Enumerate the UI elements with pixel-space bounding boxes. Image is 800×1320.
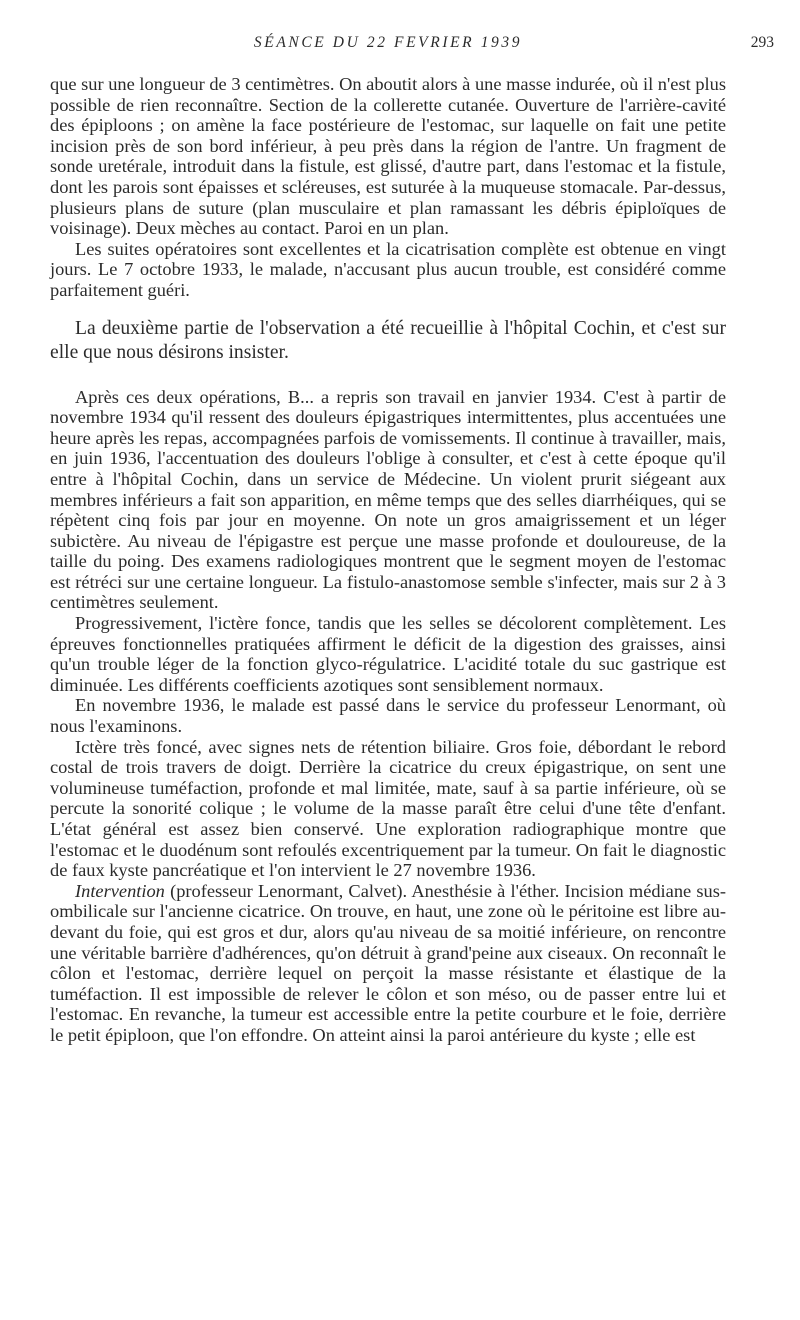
intervention-label: Intervention [75,880,165,901]
page-number: 293 [750,34,774,51]
running-head [50,30,774,58]
paragraph-postoperative: Les suites opératoires sont excellentes et la cicatrisation complète est obtenue en vingt jours. Le 7 octobre 1933, le malade, n'accusant plus aucun trouble, est considéré comme parfaitement guéri. [50,238,726,300]
running-title: SÉANCE DU 22 FEVRIER 1939 [253,34,523,51]
page [50,30,774,1046]
paragraph-history: Après ces deux opérations, B... a repris son travail en janvier 1934. C'est à partir de novembre 1934 qu'il ressent des douleurs épigastriques intermittentes, plus accentuées une heure après les repas, accompagnées parfois de vomissements. Il continue à travailler, mais, en juin 1936, l'accentuation des douleurs l'oblige à consulter, et c'est à cette époque qu'il entre à l'hôpital Cochin, dans un service de Médecine. Un violent prurit siégeant aux membres inférieurs a fait son apparition, en même temps que des selles diarrhéiques, qui se répètent cinq fois par jour en moyenne. On note un gros amaigrissement et un léger subictère. Au niveau de l'épigastre est perçue une masse profonde et douloureuse, de la taille du poing. Des examens radiologiques montrent que le segment moyen de l'estomac est rétréci sur une certaine longueur. La fistulo-anastomose semble s'infecter, mais sur 2 à 3 centimètres seulement. [50,386,726,613]
paragraph-second-part: La deuxième partie de l'observation a été recueillie à l'hôpital Cochin, et c'est sur elle que nous désirons insister. [50,317,726,363]
intervention-text: (professeur Lenormant, Calvet). Anesthésie à l'éther. Incision médiane sus-ombilicale sur l'ancienne cicatrice. On trouve, en haut, une zone où le péritoine est libre au-devant du foie, qui est gros et dur, alors qu'au niveau de sa moitié inférieure, on rencontre une véritable barrière d'adhérences, qu'on détruit à grand'peine aux ciseaux. On reconnaît le côlon et l'estomac, derrière lequel on perçoit la masse résistante et élastique de la tuméfaction. Il est impossible de relever le côlon et son méso, ou de passer entre lui et l'estomac. En revanche, la tumeur est accessible entre la petite courbure et le foie, derrière le petit épiploon, que l'on effondre. On atteint ainsi la paroi antérieure du kyste ; elle est [50,880,726,1045]
paragraph-progression: Progressivement, l'ictère fonce, tandis que les selles se décolorent complètement. Les épreuves fonctionnelles pratiquées affirment le déficit de la digestion des graisses, ainsi qu'un trouble léger de la fonction glyco-régulatrice. L'acidité totale du suc gastrique est diminuée. Les différents coefficients azotiques sont sensiblement normaux. [50,613,726,695]
paragraph-transfer: En novembre 1936, le malade est passé dans le service du professeur Lenormant, où nous l'examinons. [50,695,726,737]
paragraph-examination: Ictère très foncé, avec signes nets de rétention biliaire. Gros foie, débordant le rebord costal de trois travers de doigt. Derrière la cicatrice du creux épigastrique, on sent une volumineuse tuméfaction, profonde et mal limitée, mate, sauf à sa partie inférieure, où se percute la sonorité colique ; le volume de la masse paraît être celui d'une tête d'enfant. L'état général est assez bien conservé. Une exploration radiographique montre que l'estomac et le duodénum sont refoulés excentriquement par la tumeur. On fait le diagnostic de faux kyste pancréatique et l'on intervient le 27 novembre 1936. [50,736,726,881]
paragraph-intervention [50,881,726,1046]
paragraph-operation-details: que sur une longueur de 3 centimètres. On aboutit alors à une masse indurée, où il n'est plus possible de rien reconnaître. Section de la collerette cutanée. Ouverture de l'arrière-cavité des épiploons ; on amène la face postérieure de l'estomac, sur laquelle on fait une petite incision près de son bord inférieur, à peu près dans la région de l'antre. Un fragment de sonde uretérale, introduit dans la fistule, est glissé, d'autre part, dans l'estomac et la fistule, dont les parois sont épaisses et scléreuses, est suturée à la muqueuse stomacale. Par-dessus, plusieurs plans de suture (plan musculaire et plan ramassant les débris épiploïques de voisinage). Deux mèches au contact. Paroi en un plan. [50,74,726,239]
